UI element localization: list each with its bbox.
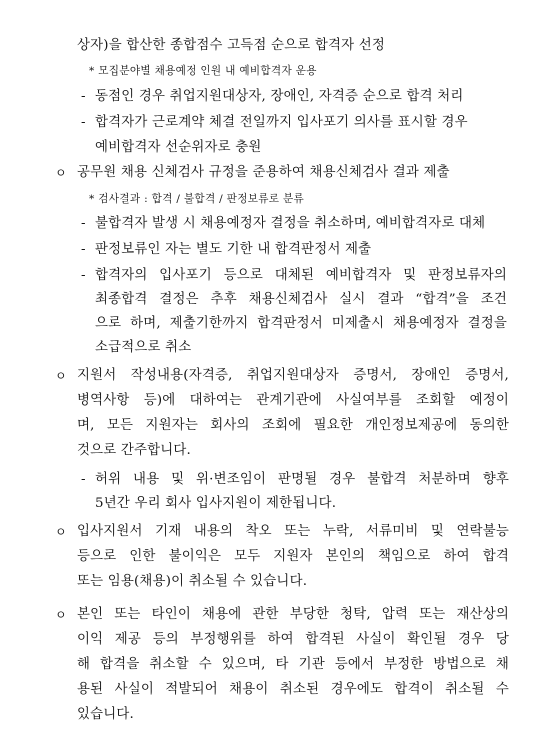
circle-bullet: ㅇ (55, 608, 67, 622)
text-line: 동점인 경우 취업지원대상자, 장애인, 자격증 순으로 합격 처리 (95, 89, 464, 104)
text-line: 등으로 인한 불이익은 모두 지원자 본인의 책임으로 하여 합격 (77, 549, 509, 564)
text-line: 병역사항 등)에 대하여는 관계기관에 사실여부를 조회할 예정이 (77, 393, 509, 408)
text-line: 공무원 채용 신체검사 규정을 준용하여 채용신체검사 결과 제출 (77, 165, 450, 180)
dash-marker: - (81, 216, 86, 231)
circle-bullet: ㅇ (55, 525, 67, 539)
text-line: 최종합격 결정은 추후 채용신체검사 실시 결과 “합격”을 조건 (95, 292, 507, 307)
dash-marker: - (81, 472, 86, 487)
text-line: 상자)을 합산한 종합점수 고득점 순으로 합격자 선정 (77, 38, 386, 53)
text-line: 소급적으로 취소 (95, 340, 192, 355)
text-line: 해 합격을 취소할 수 있으며, 타 기관 등에서 부정한 방법으로 채 (77, 657, 509, 672)
text-line: 용된 사실이 적발되어 채용이 취소된 경우에도 합격이 취소될 수 (77, 682, 509, 697)
text-line: 합격자의 입사포기 등으로 대체된 예비합격자 및 판정보류자의 (95, 268, 507, 283)
note-line: * 모집분야별 채용예정 인원 내 예비합격자 운용 (89, 65, 317, 77)
text-line: 지원서 작성내용(자격증, 취업지원대상자 증명서, 장애인 증명서, (77, 368, 509, 383)
dash-marker: - (81, 115, 86, 130)
dash-marker: - (81, 89, 86, 104)
text-line: 합격자가 근로계약 체결 전일까지 입사포기 의사를 표시할 경우 (95, 115, 468, 130)
dash-marker: - (81, 268, 86, 283)
text-line: 또는 임용(채용)이 취소될 수 있습니다. (77, 574, 308, 589)
text-line: 으로 하며, 제출기한까지 합격판정서 미제출시 채용예정자 결정을 (95, 316, 507, 331)
text-line: 판정보류인 자는 별도 기한 내 합격판정서 제출 (95, 242, 372, 257)
circle-bullet: ㅇ (55, 166, 67, 180)
text-line: 본인 또는 타인이 채용에 관한 부당한 청탁, 압력 또는 재산상의 (77, 607, 509, 622)
text-line: 며, 모든 지원자는 회사의 조회에 필요한 개인정보제공에 동의한 (77, 418, 509, 433)
text-line: 불합격자 발생 시 채용예정자 결정을 취소하며, 예비합격자로 대체 (95, 216, 486, 231)
text-line: 것으로 간주합니다. (77, 443, 191, 458)
text-line: 있습니다. (77, 707, 134, 722)
dash-marker: - (81, 242, 86, 257)
text-line: 예비합격자 선순위자로 충원 (95, 140, 262, 155)
note-line: * 검사결과 : 합격 / 불합격 / 판정보류로 분류 (89, 193, 305, 205)
circle-bullet: ㅇ (55, 369, 67, 383)
text-line: 5년간 우리 회사 입사지원이 제한됩니다. (95, 496, 337, 511)
text-line: 이익 제공 등의 부정행위를 하여 합격된 사실이 확인될 경우 당 (77, 632, 509, 647)
text-line: 입사지원서 기재 내용의 착오 또는 누락, 서류미비 및 연락불능 (77, 524, 509, 539)
text-line: 허위 내용 및 위·변조임이 판명될 경우 불합격 처분하며 향후 (95, 472, 509, 487)
